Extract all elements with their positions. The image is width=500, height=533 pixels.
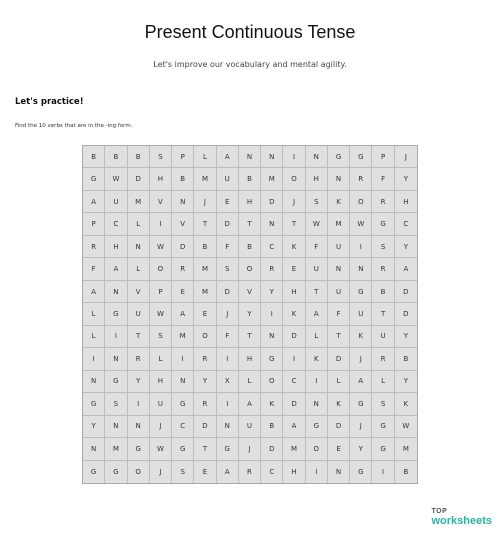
- grid-cell[interactable]: L: [328, 371, 350, 393]
- grid-cell[interactable]: G: [350, 461, 372, 483]
- grid-cell[interactable]: T: [128, 326, 150, 348]
- grid-cell[interactable]: N: [217, 416, 239, 438]
- grid-cell[interactable]: L: [239, 371, 261, 393]
- grid-cell[interactable]: J: [150, 461, 172, 483]
- grid-cell[interactable]: O: [239, 258, 261, 280]
- grid-cell[interactable]: H: [150, 371, 172, 393]
- grid-cell[interactable]: D: [328, 348, 350, 370]
- grid-cell[interactable]: A: [239, 393, 261, 415]
- grid-cell[interactable]: D: [261, 191, 283, 213]
- grid-cell[interactable]: B: [372, 281, 394, 303]
- grid-cell[interactable]: D: [128, 168, 150, 190]
- grid-cell[interactable]: M: [194, 168, 216, 190]
- grid-cell[interactable]: A: [217, 146, 239, 168]
- grid-cell[interactable]: P: [172, 146, 194, 168]
- top-worksheets-logo: [431, 508, 492, 527]
- grid-cell[interactable]: U: [217, 168, 239, 190]
- grid-cell[interactable]: F: [83, 258, 105, 280]
- grid-cell[interactable]: H: [150, 168, 172, 190]
- grid-cell[interactable]: I: [372, 461, 394, 483]
- grid-cell[interactable]: N: [105, 416, 127, 438]
- grid-cell[interactable]: F: [217, 236, 239, 258]
- grid-cell[interactable]: J: [283, 191, 305, 213]
- grid-cell[interactable]: G: [83, 168, 105, 190]
- grid-cell[interactable]: U: [350, 303, 372, 325]
- grid-cell[interactable]: Y: [395, 168, 417, 190]
- grid-cell[interactable]: G: [328, 146, 350, 168]
- grid-cell[interactable]: S: [306, 191, 328, 213]
- grid-cell[interactable]: I: [283, 348, 305, 370]
- grid-cell[interactable]: K: [350, 326, 372, 348]
- grid-cell[interactable]: D: [217, 281, 239, 303]
- grid-cell[interactable]: O: [194, 326, 216, 348]
- grid-cell[interactable]: Y: [350, 438, 372, 460]
- grid-cell[interactable]: I: [350, 236, 372, 258]
- grid-cell[interactable]: M: [395, 438, 417, 460]
- grid-cell[interactable]: G: [172, 393, 194, 415]
- grid-cell[interactable]: J: [350, 416, 372, 438]
- grid-cell[interactable]: T: [194, 213, 216, 235]
- grid-cell[interactable]: H: [283, 461, 305, 483]
- grid-cell[interactable]: R: [194, 348, 216, 370]
- grid-cell[interactable]: O: [150, 258, 172, 280]
- grid-cell[interactable]: L: [150, 348, 172, 370]
- grid-cell[interactable]: C: [172, 416, 194, 438]
- grid-cell[interactable]: W: [150, 438, 172, 460]
- grid-cell[interactable]: M: [261, 168, 283, 190]
- grid-cell[interactable]: U: [105, 191, 127, 213]
- grid-cell[interactable]: Y: [239, 303, 261, 325]
- grid-cell[interactable]: U: [372, 326, 394, 348]
- grid-cell[interactable]: I: [261, 303, 283, 325]
- grid-cell[interactable]: G: [261, 348, 283, 370]
- grid-cell[interactable]: N: [328, 461, 350, 483]
- grid-cell[interactable]: K: [283, 236, 305, 258]
- grid-cell[interactable]: N: [83, 438, 105, 460]
- grid-cell[interactable]: J: [150, 416, 172, 438]
- grid-cell[interactable]: T: [372, 303, 394, 325]
- grid-cell[interactable]: D: [172, 236, 194, 258]
- grid-cell[interactable]: B: [83, 146, 105, 168]
- grid-cell[interactable]: A: [172, 303, 194, 325]
- grid-cell[interactable]: L: [372, 371, 394, 393]
- grid-cell[interactable]: A: [395, 258, 417, 280]
- grid-cell[interactable]: W: [105, 168, 127, 190]
- grid-cell[interactable]: O: [128, 461, 150, 483]
- grid-cell[interactable]: B: [239, 236, 261, 258]
- grid-cell[interactable]: H: [395, 191, 417, 213]
- grid-cell[interactable]: M: [172, 326, 194, 348]
- grid-cell[interactable]: S: [172, 461, 194, 483]
- grid-cell[interactable]: K: [328, 393, 350, 415]
- grid-cell[interactable]: N: [306, 393, 328, 415]
- grid-cell[interactable]: G: [306, 416, 328, 438]
- grid-cell[interactable]: C: [395, 213, 417, 235]
- grid-cell[interactable]: I: [83, 348, 105, 370]
- grid-cell[interactable]: Y: [395, 371, 417, 393]
- grid-cell[interactable]: W: [150, 303, 172, 325]
- grid-cell[interactable]: J: [395, 146, 417, 168]
- grid-cell[interactable]: L: [306, 326, 328, 348]
- grid-cell[interactable]: A: [283, 416, 305, 438]
- grid-cell[interactable]: G: [350, 281, 372, 303]
- logo-top-text: TOP: [431, 508, 448, 515]
- grid-cell[interactable]: K: [328, 191, 350, 213]
- grid-cell[interactable]: N: [105, 281, 127, 303]
- grid-cell[interactable]: V: [150, 191, 172, 213]
- grid-cell[interactable]: W: [150, 236, 172, 258]
- grid-cell[interactable]: O: [283, 168, 305, 190]
- grid-cell[interactable]: H: [105, 236, 127, 258]
- grid-cell[interactable]: N: [172, 371, 194, 393]
- grid-cell[interactable]: P: [372, 146, 394, 168]
- grid-cell[interactable]: U: [239, 416, 261, 438]
- grid-cell[interactable]: E: [328, 438, 350, 460]
- grid-cell[interactable]: C: [261, 461, 283, 483]
- grid-cell[interactable]: T: [194, 438, 216, 460]
- grid-cell[interactable]: V: [128, 281, 150, 303]
- grid-cell[interactable]: G: [217, 438, 239, 460]
- page-subtitle: Let's improve our vocabulary and mental agility.: [153, 60, 347, 69]
- grid-cell[interactable]: L: [194, 146, 216, 168]
- grid-cell[interactable]: R: [194, 393, 216, 415]
- grid-cell[interactable]: C: [283, 371, 305, 393]
- grid-cell[interactable]: E: [283, 258, 305, 280]
- grid-cell[interactable]: D: [395, 281, 417, 303]
- logo-worksheets-text: worksheets: [431, 515, 492, 527]
- grid-cell[interactable]: A: [217, 461, 239, 483]
- grid-cell[interactable]: B: [403, 467, 409, 476]
- grid-cell[interactable]: N: [328, 258, 350, 280]
- grid-cell[interactable]: N: [261, 326, 283, 348]
- grid-cell[interactable]: D: [283, 326, 305, 348]
- grid-cell[interactable]: G: [83, 461, 105, 483]
- grid-cell[interactable]: I: [217, 348, 239, 370]
- grid-cell[interactable]: E: [172, 281, 194, 303]
- grid-cell[interactable]: R: [172, 258, 194, 280]
- grid-cell[interactable]: N: [239, 146, 261, 168]
- grid-cell[interactable]: U: [150, 393, 172, 415]
- grid-cell[interactable]: G: [350, 393, 372, 415]
- grid-cell[interactable]: G: [105, 461, 127, 483]
- grid-cell[interactable]: U: [128, 303, 150, 325]
- grid-cell[interactable]: F: [217, 326, 239, 348]
- section-heading: Let's practice!: [15, 97, 84, 107]
- grid-cell[interactable]: G: [105, 371, 127, 393]
- grid-cell[interactable]: U: [328, 281, 350, 303]
- grid-cell[interactable]: M: [194, 258, 216, 280]
- grid-cell[interactable]: S: [105, 393, 127, 415]
- grid-cell[interactable]: G: [372, 213, 394, 235]
- grid-cell[interactable]: B: [239, 168, 261, 190]
- grid-cell[interactable]: V: [239, 281, 261, 303]
- grid-cell[interactable]: Y: [395, 236, 417, 258]
- grid-cell[interactable]: J: [239, 438, 261, 460]
- grid-cell[interactable]: N: [328, 168, 350, 190]
- grid-cell[interactable]: A: [105, 258, 127, 280]
- grid-cell[interactable]: A: [83, 281, 105, 303]
- grid-cell[interactable]: D: [194, 416, 216, 438]
- grid-cell[interactable]: M: [105, 438, 127, 460]
- grid-cell[interactable]: T: [239, 213, 261, 235]
- grid-cell[interactable]: T: [328, 326, 350, 348]
- grid-cell[interactable]: D: [283, 393, 305, 415]
- grid-cell[interactable]: M: [283, 438, 305, 460]
- grid-cell[interactable]: R: [372, 191, 394, 213]
- grid-cell[interactable]: G: [172, 438, 194, 460]
- grid-cell[interactable]: I: [150, 213, 172, 235]
- grid-cell[interactable]: A: [350, 371, 372, 393]
- grid-cell[interactable]: D: [328, 416, 350, 438]
- grid-cell[interactable]: H: [283, 281, 305, 303]
- grid-cell[interactable]: I: [217, 393, 239, 415]
- grid-cell[interactable]: P: [83, 213, 105, 235]
- grid-cell[interactable]: I: [306, 371, 328, 393]
- grid-cell[interactable]: S: [372, 236, 394, 258]
- instruction-text: Find the 10 verbs that are in the -ing form.: [15, 123, 133, 129]
- grid-cell[interactable]: R: [261, 258, 283, 280]
- grid-cell[interactable]: H: [239, 348, 261, 370]
- grid-cell[interactable]: W: [350, 213, 372, 235]
- grid-cell[interactable]: N: [83, 371, 105, 393]
- grid-cell[interactable]: G: [128, 438, 150, 460]
- grid-cell[interactable]: D: [395, 303, 417, 325]
- grid-cell[interactable]: E: [194, 461, 216, 483]
- grid-cell[interactable]: J: [350, 348, 372, 370]
- grid-cell[interactable]: C: [261, 236, 283, 258]
- grid-cell[interactable]: G: [372, 438, 394, 460]
- grid-cell[interactable]: A: [83, 191, 105, 213]
- grid-cell[interactable]: I: [105, 326, 127, 348]
- grid-cell[interactable]: T: [239, 326, 261, 348]
- grid-cell[interactable]: L: [128, 258, 150, 280]
- grid-cell[interactable]: D: [261, 438, 283, 460]
- grid-cell[interactable]: G: [83, 393, 105, 415]
- grid-cell[interactable]: B: [395, 348, 417, 370]
- grid-cell[interactable]: L: [83, 303, 105, 325]
- grid-cell[interactable]: W: [306, 213, 328, 235]
- grid-cell[interactable]: K: [261, 393, 283, 415]
- grid-cell[interactable]: N: [128, 416, 150, 438]
- grid-cell[interactable]: L: [83, 326, 105, 348]
- grid-cell[interactable]: M: [328, 213, 350, 235]
- grid-cell[interactable]: I: [172, 348, 194, 370]
- grid-cell[interactable]: R: [372, 348, 394, 370]
- grid-cell[interactable]: B: [261, 416, 283, 438]
- grid-cell[interactable]: M: [194, 281, 216, 303]
- grid-cell[interactable]: N: [306, 146, 328, 168]
- grid-cell[interactable]: E: [194, 303, 216, 325]
- grid-cell[interactable]: A: [306, 303, 328, 325]
- grid-cell[interactable]: Y: [128, 371, 150, 393]
- grid-cell[interactable]: F: [328, 303, 350, 325]
- grid-cell[interactable]: N: [172, 191, 194, 213]
- grid-cell[interactable]: J: [217, 303, 239, 325]
- grid-cell[interactable]: R: [239, 461, 261, 483]
- grid-cell[interactable]: G: [105, 303, 127, 325]
- grid-cell[interactable]: H: [239, 191, 261, 213]
- grid-cell[interactable]: O: [306, 438, 328, 460]
- grid-cell[interactable]: E: [217, 191, 239, 213]
- grid-cell[interactable]: G: [350, 146, 372, 168]
- grid-cell[interactable]: O: [261, 371, 283, 393]
- grid-cell[interactable]: Y: [261, 281, 283, 303]
- grid-cell[interactable]: I: [306, 461, 328, 483]
- grid-cell[interactable]: H: [306, 168, 328, 190]
- grid-cell[interactable]: J: [194, 191, 216, 213]
- grid-cell[interactable]: F: [372, 168, 394, 190]
- grid-cell[interactable]: X: [217, 371, 239, 393]
- grid-cell[interactable]: F: [306, 236, 328, 258]
- grid-cell[interactable]: S: [150, 146, 172, 168]
- grid-cell[interactable]: N: [105, 348, 127, 370]
- grid-cell[interactable]: R: [372, 258, 394, 280]
- grid-cell[interactable]: Y: [194, 371, 216, 393]
- grid-cell[interactable]: T: [283, 213, 305, 235]
- grid-cell[interactable]: K: [306, 348, 328, 370]
- grid-cell[interactable]: K: [395, 393, 417, 415]
- grid-cell[interactable]: N: [128, 236, 150, 258]
- grid-cell[interactable]: Y: [83, 416, 105, 438]
- grid-cell[interactable]: S: [372, 393, 394, 415]
- grid-cell[interactable]: Y: [395, 326, 417, 348]
- grid-cell[interactable]: R: [83, 236, 105, 258]
- grid-cell[interactable]: B: [105, 146, 127, 168]
- grid-cell[interactable]: N: [350, 258, 372, 280]
- grid-cell[interactable]: N: [261, 213, 283, 235]
- grid-cell[interactable]: U: [306, 258, 328, 280]
- grid-cell[interactable]: S: [217, 258, 239, 280]
- grid-cell[interactable]: R: [350, 168, 372, 190]
- grid-cell[interactable]: T: [306, 281, 328, 303]
- grid-cell[interactable]: P: [150, 281, 172, 303]
- grid-cell[interactable]: O: [350, 191, 372, 213]
- grid-cell[interactable]: B: [194, 236, 216, 258]
- grid-cell[interactable]: U: [328, 236, 350, 258]
- grid-cell[interactable]: B: [128, 146, 150, 168]
- word-search-grid: [82, 145, 418, 484]
- grid-cell[interactable]: S: [150, 326, 172, 348]
- grid-cell[interactable]: V: [172, 213, 194, 235]
- grid-cell[interactable]: G: [372, 416, 394, 438]
- grid-cell[interactable]: W: [395, 416, 417, 438]
- grid-cell[interactable]: K: [283, 303, 305, 325]
- grid-cell[interactable]: L: [128, 213, 150, 235]
- grid-cell[interactable]: I: [283, 146, 305, 168]
- grid-cell[interactable]: R: [128, 348, 150, 370]
- grid-cell[interactable]: M: [128, 191, 150, 213]
- grid-cell[interactable]: I: [128, 393, 150, 415]
- page-title: Present Continuous Tense: [144, 22, 356, 42]
- grid-cell[interactable]: B: [172, 168, 194, 190]
- grid-cell[interactable]: C: [105, 213, 127, 235]
- grid-cell[interactable]: D: [217, 213, 239, 235]
- grid-cell[interactable]: N: [261, 146, 283, 168]
